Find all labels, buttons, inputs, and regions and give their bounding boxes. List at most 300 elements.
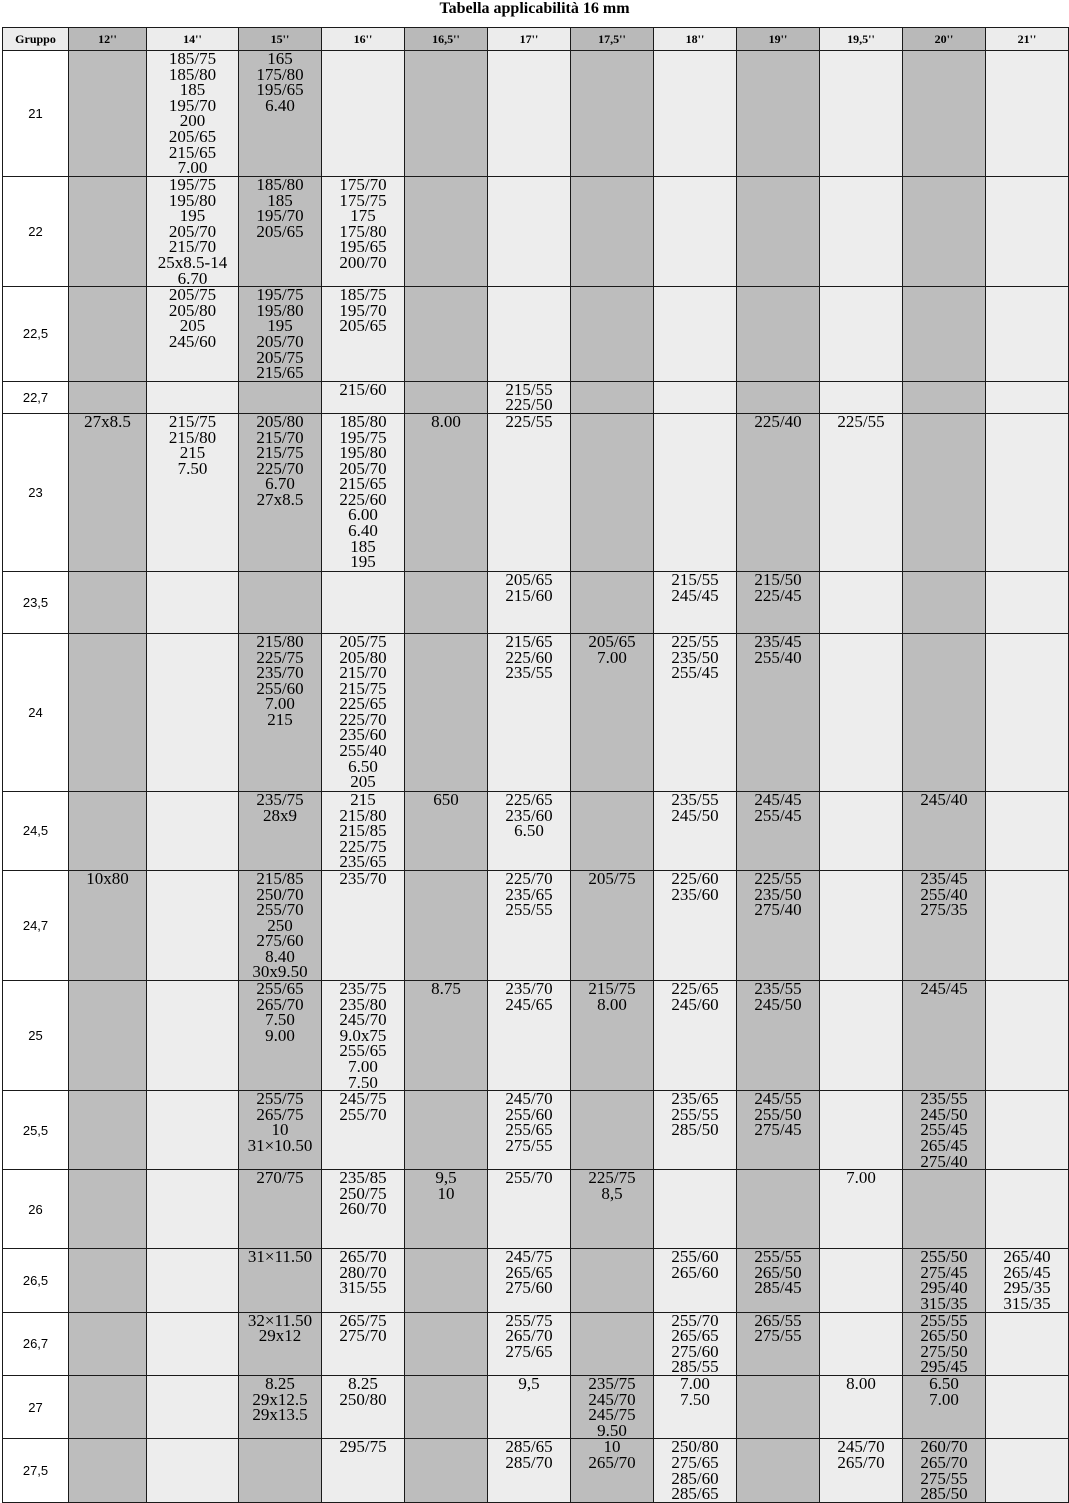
size-cell [147, 51, 239, 177]
size-cell [571, 1439, 654, 1502]
size-cell [737, 870, 820, 980]
size-cell [903, 51, 986, 177]
tire-size: 205/65 [256, 221, 304, 241]
tire-size: 8.00 [846, 1375, 876, 1393]
size-cell [571, 287, 654, 382]
size-cell [820, 1312, 903, 1375]
size-cell [820, 287, 903, 382]
tire-size: 245/60 [168, 331, 217, 351]
tire-size: 255/60 [505, 1104, 553, 1124]
size-cell [405, 1091, 488, 1170]
tire-size: 215/65 [339, 474, 387, 494]
applicability-table [2, 27, 1069, 1503]
size-cell [903, 177, 986, 287]
size-cell [571, 413, 654, 571]
tire-size: 9.0x75 [339, 1025, 387, 1045]
tire-size: 280/70 [339, 1262, 387, 1282]
header-size: 16,5'' [405, 28, 488, 51]
tire-size: 255/50 [920, 1248, 968, 1267]
tire-size: 195/70 [256, 206, 304, 226]
size-cell [239, 791, 322, 870]
tire-size: 9.50 [597, 1420, 627, 1439]
tire-size: 29x12.5 [252, 1389, 308, 1409]
size-cell [654, 571, 737, 633]
tire-size: 250/80 [671, 1438, 719, 1457]
size-cell [903, 571, 986, 633]
tire-size: 215/75 [339, 678, 387, 698]
header-size: 18'' [654, 28, 737, 51]
size-cell [488, 791, 571, 870]
tire-size: 215/75 [256, 443, 304, 463]
size-cell [69, 981, 147, 1091]
size-cell [737, 1312, 820, 1375]
size-cell [69, 870, 147, 980]
tire-size: 245/70 [837, 1438, 885, 1457]
tire-size: 195 [179, 206, 206, 226]
group-cell: 22 [3, 177, 69, 287]
size-cell [654, 51, 737, 177]
size-cell [147, 633, 239, 791]
tire-size: 245/50 [920, 1104, 968, 1124]
size-cell [903, 413, 986, 571]
tire-size: 245/70 [339, 1010, 387, 1030]
tire-size: 27x8.5 [84, 413, 131, 431]
tire-size: 245/50 [754, 994, 802, 1014]
size-cell [239, 287, 322, 382]
size-cell [488, 1249, 571, 1312]
size-cell [820, 1091, 903, 1170]
size-cell [571, 1249, 654, 1312]
tire-size: 225/45 [754, 585, 802, 605]
size-cell [69, 1249, 147, 1312]
tire-size: 195/75 [256, 286, 304, 305]
tire-size: 175/75 [339, 190, 387, 210]
tire-size: 265/65 [671, 1326, 719, 1346]
tire-size: 255/40 [339, 741, 387, 761]
tire-size: 225/65 [671, 980, 719, 999]
tire-size: 215/60 [339, 381, 387, 399]
tire-size: 7.00 [265, 694, 295, 714]
tire-size: 235/80 [339, 994, 387, 1014]
table-row [3, 1375, 1069, 1438]
size-cell [986, 1375, 1069, 1438]
header-size: 17,5'' [571, 28, 654, 51]
tire-size: 205/65 [588, 633, 636, 651]
size-cell [737, 381, 820, 413]
group-cell: 27,5 [3, 1439, 69, 1502]
table-row [3, 1312, 1069, 1375]
header-size: 14'' [147, 28, 239, 51]
group-cell: 22,7 [3, 381, 69, 413]
tire-size: 255/55 [920, 1312, 968, 1330]
tire-size: 225/75 [339, 836, 387, 856]
tire-size: 215/70 [339, 663, 387, 683]
tire-size: 245/40 [920, 791, 968, 809]
tire-size: 205 [179, 316, 206, 336]
size-cell [737, 413, 820, 571]
tire-size: 285/55 [671, 1357, 719, 1376]
tire-size: 255/40 [920, 884, 968, 904]
tire-size: 215/80 [339, 805, 387, 825]
tire-size: 195 [350, 552, 376, 572]
size-cell [737, 51, 820, 177]
tire-size: 285/50 [671, 1120, 719, 1140]
tire-size: 235/65 [671, 1090, 719, 1109]
size-cell [239, 1312, 322, 1375]
table-row [3, 981, 1069, 1091]
tire-size: 235/50 [671, 647, 719, 667]
size-cell [986, 633, 1069, 791]
tire-size: 225/55 [837, 413, 885, 431]
size-cell [488, 1170, 571, 1249]
header-row [3, 28, 1069, 51]
size-cell [69, 1091, 147, 1170]
size-cell [488, 51, 571, 177]
tire-size: 6.70 [265, 474, 295, 494]
size-cell [488, 633, 571, 791]
tire-size: 215/55 [505, 381, 553, 399]
size-cell [239, 1439, 322, 1502]
size-cell [820, 177, 903, 287]
size-cell [405, 791, 488, 870]
tire-size: 195/65 [256, 80, 304, 100]
tire-size: 265/70 [256, 994, 304, 1014]
tire-size: 205 [350, 772, 376, 792]
tire-size: 205/80 [168, 300, 217, 320]
tire-size: 245/75 [588, 1405, 636, 1425]
size-cell [571, 51, 654, 177]
size-cell [405, 870, 488, 980]
size-cell [405, 1170, 488, 1249]
tire-size: 265/70 [505, 1326, 553, 1346]
tire-size: 6.40 [265, 95, 295, 115]
group-cell: 25,5 [3, 1091, 69, 1170]
size-cell [147, 1439, 239, 1502]
tire-size: 215 [267, 709, 293, 729]
tire-size: 205/75 [339, 633, 387, 651]
size-cell [239, 571, 322, 633]
size-cell [239, 1170, 322, 1249]
group-cell: 26,7 [3, 1312, 69, 1375]
size-cell [488, 1312, 571, 1375]
tire-size: 195/75 [168, 176, 217, 194]
tire-size: 7.00 [929, 1389, 959, 1409]
size-cell [69, 1170, 147, 1249]
group-cell: 24 [3, 633, 69, 791]
table-row [3, 413, 1069, 571]
tire-size: 165 [267, 50, 293, 68]
tire-size: 7.50 [680, 1389, 710, 1409]
tire-size: 185/80 [339, 413, 387, 431]
tire-size: 205/75 [256, 347, 304, 367]
size-cell [69, 1439, 147, 1502]
tire-size: 255/55 [505, 900, 553, 920]
tire-size: 255/55 [754, 1248, 802, 1267]
size-cell [571, 177, 654, 287]
tire-size: 215/65 [505, 633, 553, 651]
size-cell [820, 1375, 903, 1438]
tire-size: 265/45 [920, 1136, 968, 1155]
tire-size: 215 [350, 791, 376, 809]
size-cell [986, 791, 1069, 870]
tire-size: 235/75 [588, 1375, 636, 1393]
table-row [3, 51, 1069, 177]
tire-size: 255/45 [754, 805, 802, 825]
size-cell [737, 1249, 820, 1312]
tire-size: 7.00 [846, 1169, 876, 1188]
size-cell [239, 633, 322, 791]
tire-size: 195/65 [339, 237, 387, 257]
tire-size: 205/75 [588, 870, 636, 888]
size-cell [239, 1249, 322, 1312]
tire-size: 275/40 [754, 900, 802, 920]
tire-size: 6.50 [348, 756, 378, 776]
tire-size: 235/70 [339, 870, 387, 888]
tire-size: 275/45 [754, 1120, 802, 1140]
tire-size: 270/75 [256, 1169, 304, 1188]
tire-size: 185/80 [168, 64, 217, 84]
tire-size: 30x9.50 [252, 962, 308, 981]
tire-size: 235/55 [920, 1090, 968, 1109]
tire-size: 205/80 [256, 413, 304, 431]
tire-size: 275/65 [505, 1341, 553, 1361]
tire-size: 175/70 [339, 176, 387, 194]
tire-size: 195/80 [168, 190, 217, 210]
tire-size: 265/75 [256, 1104, 304, 1124]
size-cell [737, 287, 820, 382]
size-cell [69, 287, 147, 382]
tire-size: 285/65 [671, 1484, 719, 1503]
tire-size: 7.50 [348, 1072, 378, 1091]
size-cell [322, 1170, 405, 1249]
tire-size: 260/70 [339, 1199, 387, 1219]
tire-size: 9,5 [518, 1375, 540, 1393]
tire-size: 245/70 [588, 1389, 636, 1409]
size-cell [488, 981, 571, 1091]
size-cell [69, 633, 147, 791]
tire-size: 265/45 [1003, 1262, 1051, 1282]
tire-size: 255/65 [505, 1120, 553, 1140]
tire-size: 6.40 [348, 521, 378, 541]
tire-size: 7.50 [177, 458, 208, 478]
tire-size: 245/60 [671, 994, 719, 1014]
size-cell [737, 1439, 820, 1502]
tire-size: 32×11.50 [247, 1312, 313, 1330]
tire-size: 265/60 [671, 1262, 719, 1282]
table-row [3, 1249, 1069, 1312]
tire-size: 6.00 [348, 505, 378, 525]
tire-size: 265/40 [1003, 1248, 1051, 1267]
header-size: 19,5'' [820, 28, 903, 51]
size-cell [903, 870, 986, 980]
size-cell [820, 1170, 903, 1249]
size-cell [488, 1439, 571, 1502]
size-cell [571, 981, 654, 1091]
tire-size: 255/70 [339, 1104, 387, 1124]
tire-size: 285/50 [920, 1484, 968, 1503]
size-cell [147, 1170, 239, 1249]
tire-size: 8.25 [265, 1375, 295, 1393]
tire-size: 235/45 [920, 870, 968, 888]
size-cell [986, 1312, 1069, 1375]
size-cell [820, 981, 903, 1091]
size-cell [737, 571, 820, 633]
tire-size: 7.00 [348, 1057, 378, 1077]
table-title: Tabella applicabilità 16 mm [439, 0, 630, 17]
size-cell [147, 1375, 239, 1438]
tire-size: 265/50 [920, 1326, 968, 1346]
tire-size: 235/55 [505, 663, 553, 683]
tire-size: 205/65 [168, 126, 217, 146]
size-cell [405, 1375, 488, 1438]
tire-size: 295/75 [339, 1438, 387, 1457]
tire-size: 10 [271, 1120, 289, 1140]
tire-size: 225/50 [505, 395, 553, 414]
tire-size: 8.00 [597, 994, 627, 1014]
table-row [3, 633, 1069, 791]
tire-size: 185 [267, 190, 293, 210]
size-cell [69, 51, 147, 177]
tire-size: 195/70 [339, 300, 387, 320]
tire-size: 260/70 [920, 1438, 968, 1457]
tire-size: 185/75 [168, 50, 217, 68]
tire-size: 6.50 [929, 1375, 959, 1393]
size-cell [488, 413, 571, 571]
tire-size: 255/50 [754, 1104, 802, 1124]
size-cell [405, 177, 488, 287]
size-cell [488, 177, 571, 287]
size-cell [405, 633, 488, 791]
tire-size: 175 [350, 206, 376, 226]
size-cell [488, 1091, 571, 1170]
size-cell [571, 1375, 654, 1438]
tire-size: 235/60 [671, 884, 719, 904]
tire-size: 225/55 [754, 870, 802, 888]
size-cell [737, 1091, 820, 1170]
size-cell [322, 51, 405, 177]
tire-size: 245/45 [671, 585, 719, 605]
tire-size: 285/65 [505, 1438, 553, 1457]
tire-size: 265/70 [920, 1452, 968, 1472]
tire-size: 235/75 [256, 791, 304, 809]
tire-size: 7.00 [680, 1375, 710, 1393]
tire-size: 235/50 [754, 884, 802, 904]
tire-size: 245/75 [505, 1248, 553, 1267]
tire-size: 245/75 [339, 1090, 387, 1109]
size-cell [986, 870, 1069, 980]
table-row [3, 791, 1069, 870]
size-cell [903, 633, 986, 791]
tire-size: 255/55 [671, 1104, 719, 1124]
tire-size: 200/70 [339, 252, 387, 272]
tire-size: 255/65 [339, 1041, 387, 1061]
tire-size: 215/85 [339, 821, 387, 841]
size-cell [654, 1170, 737, 1249]
tire-size: 255/75 [505, 1312, 553, 1330]
size-cell [820, 1249, 903, 1312]
header-size: 17'' [488, 28, 571, 51]
tire-size: 9,5 [435, 1169, 457, 1188]
tire-size: 245/65 [505, 994, 553, 1014]
tire-size: 225/40 [754, 413, 802, 431]
size-cell [405, 51, 488, 177]
size-cell [654, 1312, 737, 1375]
tire-size: 215/60 [505, 585, 553, 605]
size-cell [737, 1375, 820, 1438]
size-cell [488, 381, 571, 413]
tire-size: 275/55 [920, 1468, 968, 1488]
size-cell [820, 571, 903, 633]
table-row [3, 1170, 1069, 1249]
size-cell [903, 1249, 986, 1312]
header-size: 16'' [322, 28, 405, 51]
tire-size: 275/45 [920, 1262, 968, 1282]
header-size: 15'' [239, 28, 322, 51]
tire-size: 185/80 [256, 176, 304, 194]
tire-size: 185 [179, 80, 206, 100]
tire-size: 275/40 [920, 1151, 968, 1170]
tire-size: 275/55 [754, 1326, 802, 1346]
size-cell [405, 1312, 488, 1375]
size-cell [322, 870, 405, 980]
size-cell [405, 381, 488, 413]
tire-size: 215 [179, 443, 206, 463]
size-cell [986, 177, 1069, 287]
tire-size: 225/65 [339, 694, 387, 714]
tire-size: 200 [179, 111, 206, 131]
size-cell [405, 981, 488, 1091]
size-cell [903, 1312, 986, 1375]
group-cell: 26 [3, 1170, 69, 1249]
tire-size: 215/75 [588, 980, 636, 999]
tire-size: 255/75 [256, 1090, 304, 1109]
tire-size: 7.50 [265, 1010, 295, 1030]
size-cell [571, 571, 654, 633]
tire-size: 215/50 [754, 571, 802, 589]
tire-size: 295/45 [920, 1357, 968, 1376]
tire-size: 265/55 [754, 1312, 802, 1330]
table-row [3, 571, 1069, 633]
tire-size: 175/80 [339, 221, 387, 241]
tire-size: 215/85 [256, 870, 304, 888]
size-cell [571, 1091, 654, 1170]
size-cell [903, 1375, 986, 1438]
tire-size: 215/70 [256, 427, 304, 447]
tire-size: 295/35 [1003, 1278, 1051, 1298]
tire-size: 315/35 [920, 1294, 968, 1313]
tire-size: 650 [433, 791, 459, 809]
size-cell [69, 381, 147, 413]
size-cell [571, 1170, 654, 1249]
tire-size: 275/55 [505, 1136, 553, 1155]
size-cell [322, 791, 405, 870]
size-cell [322, 1249, 405, 1312]
tire-size: 195/70 [168, 95, 217, 115]
size-cell [147, 381, 239, 413]
group-cell: 23,5 [3, 571, 69, 633]
tire-size: 265/70 [837, 1452, 885, 1472]
size-cell [737, 177, 820, 287]
tire-size: 255/45 [920, 1120, 968, 1140]
size-cell [903, 791, 986, 870]
size-cell [820, 413, 903, 571]
tire-size: 205/80 [339, 647, 387, 667]
size-cell [69, 1375, 147, 1438]
tire-size: 235/70 [256, 663, 304, 683]
size-cell [322, 287, 405, 382]
tire-size: 7.00 [597, 647, 627, 667]
tire-size: 225/60 [671, 870, 719, 888]
